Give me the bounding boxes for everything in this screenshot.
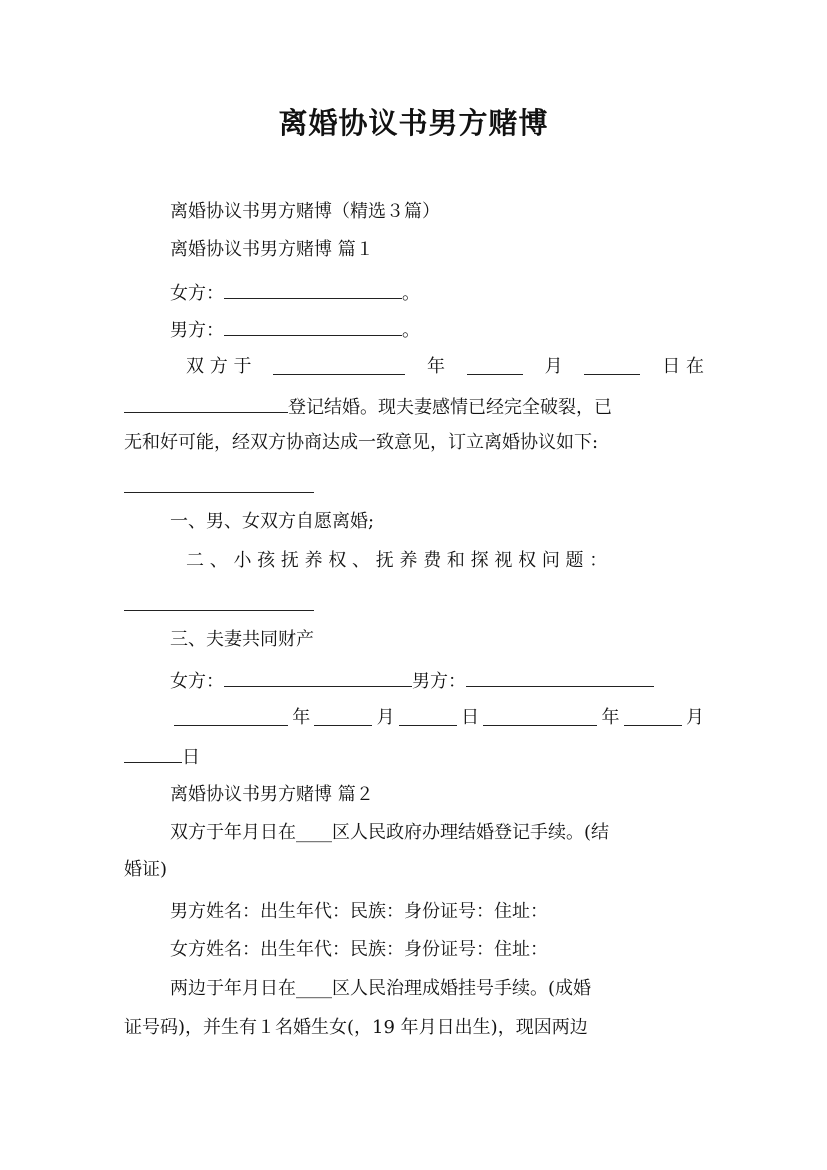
p2-line-1: 双方于年月日在____区人民政府办理结婚登记手续。(结	[170, 822, 610, 843]
day-blank[interactable]	[584, 352, 640, 375]
year-blank[interactable]	[273, 352, 405, 375]
marriage-date-line	[186, 352, 704, 382]
date-day-blank-2[interactable]	[124, 740, 182, 763]
registration-line	[124, 390, 704, 423]
year-text: 年	[427, 356, 446, 377]
woman-blank[interactable]	[224, 276, 402, 299]
p2-line-5: 两边于年月日在____区人民治理成婚挂号手续。(成婚	[170, 978, 592, 999]
signature-line	[170, 664, 704, 697]
day-at-text: 日 在	[662, 356, 704, 377]
p2-line-3: 男方姓名：出生年代：民族：身份证号：住址：	[170, 901, 548, 922]
date-day-blank-1[interactable]	[399, 703, 457, 726]
date-month-blank-1[interactable]	[314, 703, 372, 726]
woman-end: 。	[402, 283, 420, 304]
month-blank[interactable]	[467, 352, 523, 375]
sign-woman-label: 女方：	[170, 671, 224, 692]
sign-man-label: 男方：	[412, 671, 466, 692]
date-year-2: 年	[601, 707, 620, 728]
p2-line-2: 婚证)	[124, 859, 168, 880]
p2-line-6: 证号码)，并生有１名婚生女(，19 年月日出生)，现因两边	[124, 1017, 588, 1038]
item-2: 二 、 小 孩 抚 养 权 、 抚 养 费 和 探 视 权 问 题 ：	[186, 550, 608, 571]
item-3: 三、夫妻共同财产	[170, 629, 314, 650]
date-year-blank-1[interactable]	[174, 703, 288, 726]
date-month-blank-2[interactable]	[624, 703, 682, 726]
month-text: 月	[544, 356, 563, 377]
section-heading-2: 离婚协议书男方赌博 篇２	[170, 784, 374, 805]
agreement-blank-line	[124, 470, 704, 503]
agreement-blank[interactable]	[124, 470, 314, 493]
man-label: 男方：	[170, 320, 224, 341]
date-month-1: 月	[376, 707, 395, 728]
item-2-blank[interactable]	[124, 588, 314, 611]
date-year-1: 年	[292, 707, 311, 728]
man-end: 。	[402, 320, 420, 341]
agreement-line: 无和好可能，经双方协商达成一致意见，订立离婚协议如下:	[124, 432, 599, 453]
date-day-1: 日	[461, 707, 480, 728]
sign-woman-blank[interactable]	[224, 664, 412, 687]
registration-text: 登记结婚。现夫妻感情已经完全破裂，已	[288, 397, 612, 418]
date-month-2: 月	[685, 707, 704, 728]
date-year-blank-2[interactable]	[483, 703, 597, 726]
section-heading-1: 离婚协议书男方赌博 篇１	[170, 239, 374, 260]
woman-line	[170, 276, 704, 309]
p2-line-4: 女方姓名：出生年代：民族：身份证号：住址：	[170, 939, 548, 960]
man-line	[170, 313, 704, 346]
document-title: 离婚协议书男方赌博	[278, 106, 549, 140]
signature-date-line	[174, 703, 704, 733]
place-blank[interactable]	[124, 390, 288, 413]
both-parties-text: 双 方 于	[186, 356, 252, 377]
sign-man-blank[interactable]	[466, 664, 654, 687]
item-1: 一、男、女双方自愿离婚;	[170, 511, 375, 532]
item-2-blank-line	[124, 588, 704, 621]
woman-label: 女方：	[170, 283, 224, 304]
subtitle: 离婚协议书男方赌博（精选３篇）	[170, 201, 440, 222]
man-blank[interactable]	[224, 313, 402, 336]
date-day-2: 日	[182, 747, 200, 768]
signature-day-line	[124, 740, 704, 773]
